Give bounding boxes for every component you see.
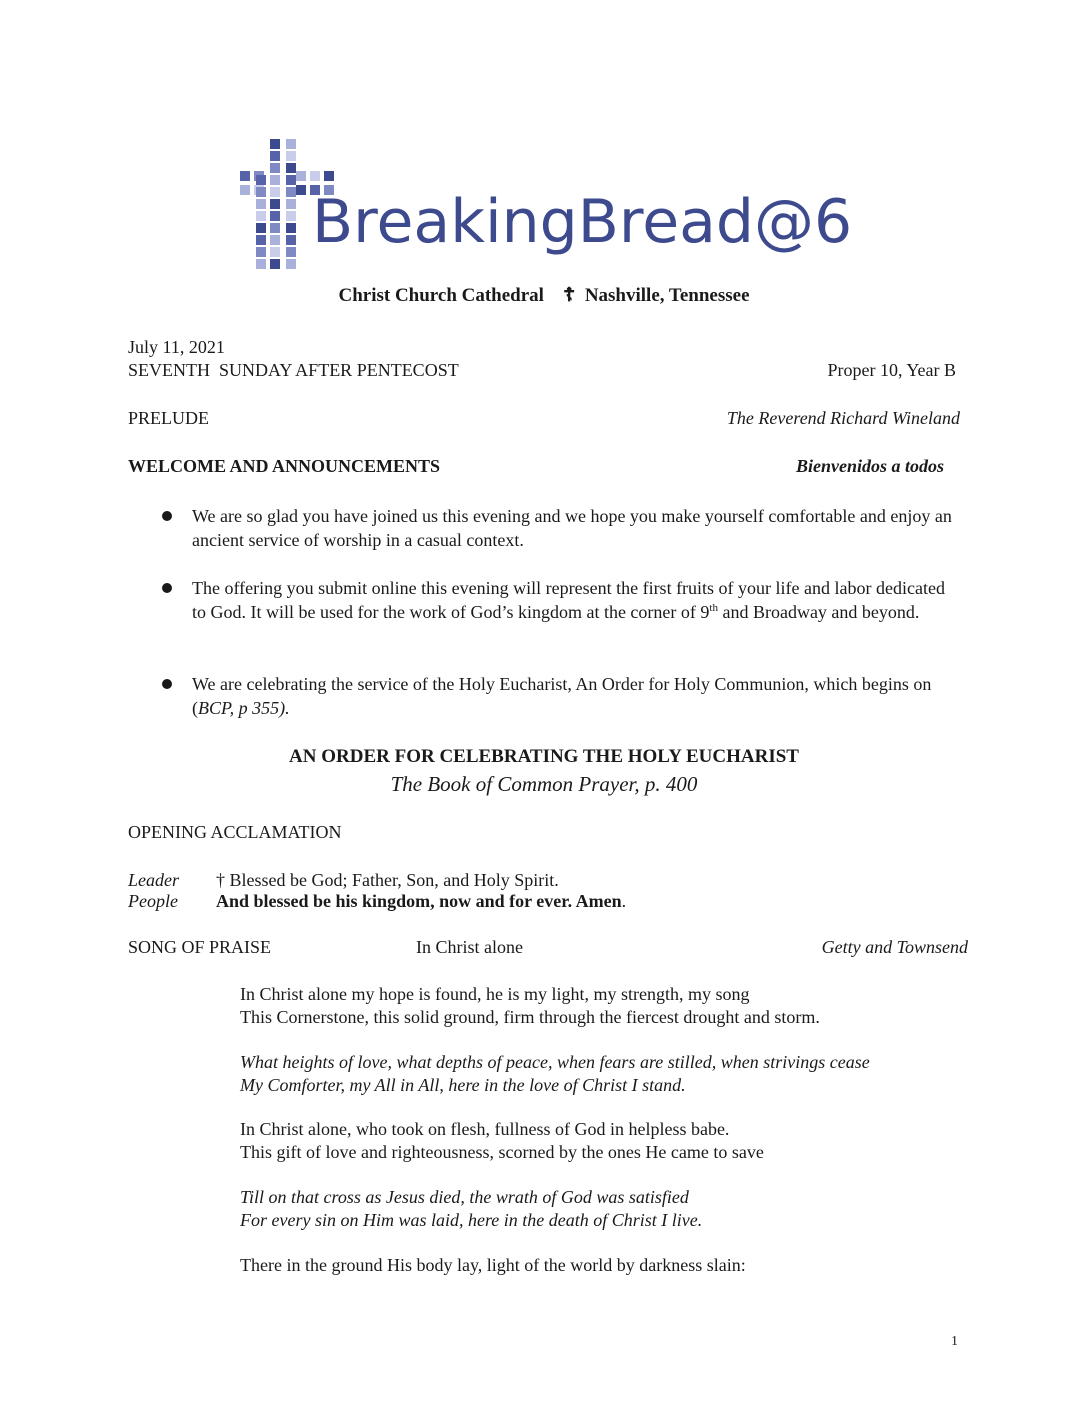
welcome-spanish: Bienvenidos a todos bbox=[795, 456, 944, 476]
mosaic-tile bbox=[270, 259, 280, 269]
mosaic-tile bbox=[270, 235, 280, 245]
cross-icon: ☦ bbox=[562, 285, 576, 306]
people-response bbox=[216, 891, 626, 912]
leader-label: Leader bbox=[128, 870, 179, 890]
bcp-reference: BCP, p 355). bbox=[198, 698, 290, 718]
song-label: SONG OF PRAISE bbox=[128, 937, 272, 957]
bullet-dot bbox=[162, 679, 172, 689]
song-title: In Christ alone bbox=[416, 937, 523, 957]
mosaic-tile bbox=[286, 139, 296, 149]
mosaic-tile bbox=[270, 187, 280, 197]
announcement-2-text-a: The offering you submit online this evening will represent the first fruits of your life and labor dedicated to God. It will be used for the work of God’s kingdom at the corner of 9 bbox=[192, 578, 945, 622]
mosaic-tile bbox=[324, 171, 334, 181]
people-text: And blessed be his kingdom, now and for ever. Amen bbox=[216, 891, 622, 911]
mosaic-tile bbox=[270, 247, 280, 257]
mosaic-tile bbox=[256, 247, 266, 257]
mosaic-tile bbox=[296, 185, 306, 195]
mosaic-tile bbox=[256, 211, 266, 221]
lyric-line: My Comforter, my All in All, here in the love of Christ I stand. bbox=[240, 1075, 686, 1095]
mosaic-tile bbox=[270, 163, 280, 173]
lyric-line: In Christ alone my hope is found, he is my light, my strength, my song bbox=[240, 984, 750, 1004]
announcement-3 bbox=[192, 672, 962, 720]
mosaic-tile bbox=[240, 185, 250, 195]
mosaic-tile bbox=[256, 223, 266, 233]
church-subtitle bbox=[0, 284, 1088, 307]
proper-year: Proper 10, Year B bbox=[827, 360, 956, 380]
lyric-line: For every sin on Him was laid, here in the death of Christ I live. bbox=[240, 1210, 703, 1230]
mosaic-tile bbox=[270, 211, 280, 221]
prelude-label: PRELUDE bbox=[128, 408, 209, 428]
people-label: People bbox=[128, 891, 178, 911]
mosaic-tile bbox=[256, 187, 266, 197]
announcement-2-text-b: and Broadway and beyond. bbox=[717, 602, 920, 622]
mosaic-tile bbox=[256, 259, 266, 269]
mosaic-tile bbox=[286, 211, 296, 221]
people-period: . bbox=[621, 891, 627, 911]
mosaic-tile bbox=[240, 171, 250, 181]
liturgical-day: SEVENTH SUNDAY AFTER PENTECOST bbox=[128, 360, 459, 380]
lyric-line: This gift of love and righteousness, scorned by the ones He came to save bbox=[240, 1142, 764, 1162]
leader-text: † Blessed be God; Father, Son, and Holy Spirit. bbox=[216, 870, 559, 890]
announcement-3-text: We are celebrating the service of the Holy Eucharist, An Order for Holy Communion, which begins on ( bbox=[192, 674, 932, 718]
logo-text: BreakingBread@6 bbox=[312, 187, 853, 257]
welcome-heading: WELCOME AND ANNOUNCEMENTS bbox=[128, 456, 441, 476]
prelude-officiant: The Reverend Richard Wineland bbox=[726, 408, 960, 428]
lyric-line: What heights of love, what depths of peace, when fears are stilled, when strivings cease bbox=[240, 1052, 870, 1072]
announcement-1: We are so glad you have joined us this evening and we hope you make yourself comfortable and enjoy an ancient service of worship in a casual context. bbox=[192, 506, 952, 550]
mosaic-tile bbox=[256, 199, 266, 209]
order-title: AN ORDER FOR CELEBRATING THE HOLY EUCHARIST bbox=[289, 746, 799, 767]
mosaic-tile bbox=[270, 199, 280, 209]
mosaic-tile bbox=[270, 223, 280, 233]
mosaic-tile bbox=[256, 235, 266, 245]
lyric-line: Till on that cross as Jesus died, the wrath of God was satisfied bbox=[240, 1187, 689, 1207]
mosaic-tile bbox=[310, 171, 320, 181]
mosaic-tile bbox=[270, 139, 280, 149]
mosaic-tile bbox=[286, 259, 296, 269]
mosaic-tile bbox=[256, 175, 266, 185]
bullet-dot bbox=[162, 583, 172, 593]
lyric-line: There in the ground His body lay, light of the world by darkness slain: bbox=[240, 1255, 746, 1275]
announcement-2 bbox=[192, 576, 962, 624]
lyric-line: This Cornerstone, this solid ground, firm through the fiercest drought and storm. bbox=[240, 1007, 820, 1027]
mosaic-tile bbox=[286, 199, 296, 209]
acclamation-label: OPENING ACCLAMATION bbox=[128, 822, 342, 842]
mosaic-tile bbox=[286, 151, 296, 161]
church-location: Nashville, Tennessee bbox=[584, 285, 750, 306]
breakingbread-logo bbox=[238, 135, 878, 275]
ordinal-suffix: th bbox=[709, 602, 718, 614]
bullet-dot bbox=[162, 511, 172, 521]
mosaic-tile bbox=[286, 187, 296, 197]
mosaic-tile bbox=[286, 247, 296, 257]
order-source: The Book of Common Prayer, p. 400 bbox=[390, 772, 698, 796]
mosaic-tile bbox=[296, 171, 306, 181]
mosaic-tile bbox=[270, 151, 280, 161]
mosaic-tile bbox=[286, 163, 296, 173]
service-date: July 11, 2021 bbox=[128, 337, 225, 357]
mosaic-tile bbox=[286, 223, 296, 233]
mosaic-tile bbox=[286, 175, 296, 185]
mosaic-tile bbox=[286, 235, 296, 245]
lyric-line: In Christ alone, who took on flesh, fullness of God in helpless babe. bbox=[240, 1119, 730, 1139]
church-name: Christ Church Cathedral bbox=[338, 285, 544, 306]
song-composer: Getty and Townsend bbox=[821, 937, 968, 957]
mosaic-tile bbox=[270, 175, 280, 185]
page-number: 1 bbox=[951, 1334, 958, 1349]
